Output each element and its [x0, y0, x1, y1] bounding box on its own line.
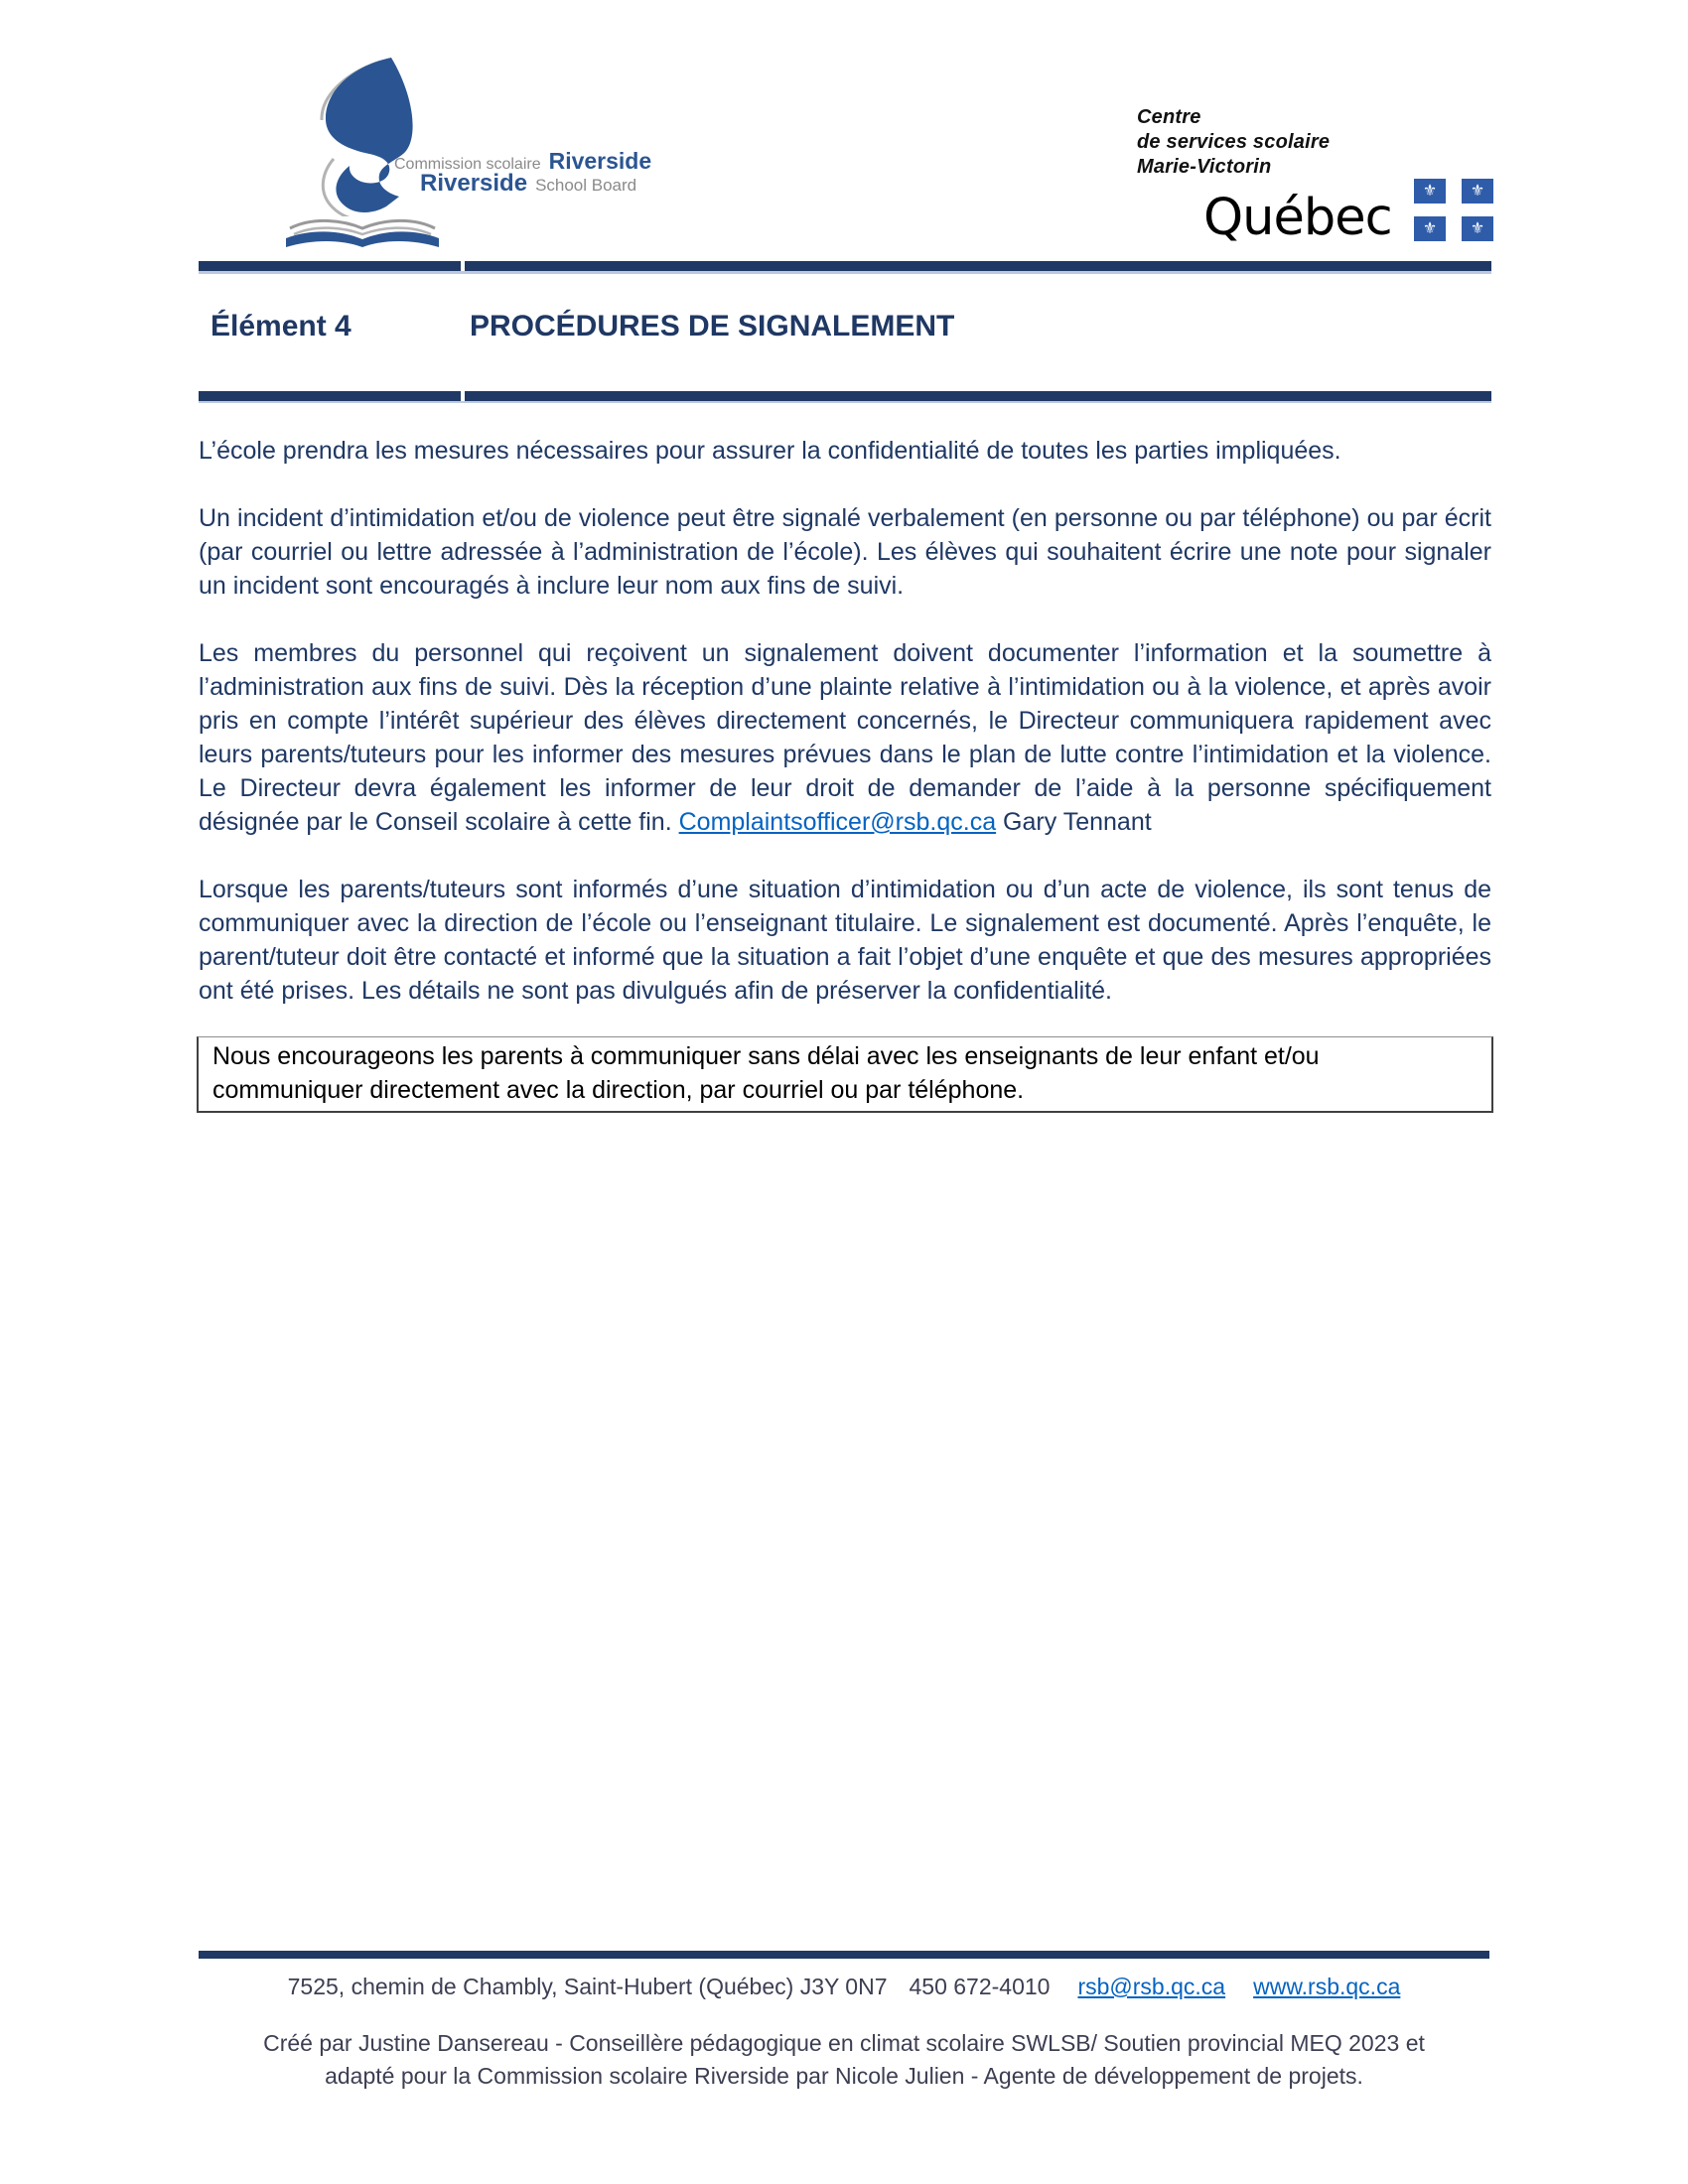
quebec-wordmark: Québec [1203, 189, 1392, 247]
fleur-de-lis-flag-icon: ⚜ [1414, 179, 1446, 204]
open-book-icon [284, 212, 441, 250]
footer-website-link[interactable]: www.rsb.qc.ca [1253, 1974, 1401, 1999]
paragraph-confidentiality: L’école prendra les mesures nécessaires pour assurer la confidentialité de toutes les parties impliquées. [199, 437, 1341, 465]
body-text-block [199, 434, 1491, 1041]
fleur-de-lis-flag-icon: ⚜ [1462, 179, 1493, 204]
css-line-3: Marie-Victorin [1137, 156, 1272, 178]
paragraph-parents-procedure: Lorsque les parents/tuteurs sont informés d’une situation d’intimidation ou d’un acte de violence, ils sont tenus de communiquer avec la direction de l’école ou l’enseignant titulaire. Le signalement est documenté. Après l’enquête, le parent/tuteur doit être contacté et informé que la situation a fait l’objet d’une enquête et que des mesures appropriées ont été prises. Les détails ne sont pas divulgués afin de préserver la confidentialité. [199, 876, 1491, 1005]
paragraph-staff-procedure-text: Les membres du personnel qui reçoivent un signalement doivent documenter l’information et la soumettre à l’administration aux fins de suivi. Dès la réception d’une plainte relative à l’intimidation ou à la violence, et après avoir pris en compte l’intérêt supérieur des élèves directement concernés, le Directeur communiquera rapidement avec leurs parents/tuteurs pour les informer des mesures prévues dans le plan de lutte contre l’intimidation et la violence. Le Directeur devra également les informer de leur droit de demander de l’aide à la personne spécifiquement désignée par le Conseil scolaire à cette fin. [199, 639, 1491, 836]
boxed-note-line-1: Nous encourageons les parents à communiquer sans délai avec les enseignants de leur enfant et/ou [212, 1042, 1320, 1070]
complaints-officer-email-link[interactable]: Complaintsofficer@rsb.qc.ca [678, 808, 997, 836]
footer-credits-line-2: adapté pour la Commission scolaire Riverside par Nicole Julien - Agente de développement de projets. [325, 2063, 1363, 2089]
title-rule-bottom-left [199, 391, 461, 401]
footer-phone: 450 672-4010 [909, 1974, 1051, 1999]
css-line-2: de services scolaire [1137, 131, 1331, 153]
footer-credits-line-1: Créé par Justine Dansereau - Conseillère pédagogique en climat scolaire SWLSB/ Soutien provincial MEQ 2023 et [263, 2030, 1425, 2056]
riverside-logo-line-en [420, 170, 636, 198]
footer-address: 7525, chemin de Chambly, Saint-Hubert (Québec) J3Y 0N7 [287, 1974, 888, 1999]
paragraph-reporting-methods: Un incident d’intimidation et/ou de violence peut être signalé verbalement (en personne ou par téléphone) ou par écrit (par courriel ou lettre adressée à l’administration de l’école). Les élèves qui souhaitent écrire une note pour signaler un incident sont encouragés à inclure leur nom aux fins de suivi. [199, 504, 1491, 600]
title-rule-bottom-right [465, 391, 1491, 401]
footer-email-link[interactable]: rsb@rsb.qc.ca [1077, 1974, 1226, 1999]
footer-rule [199, 1951, 1489, 1959]
parents-encouragement-box [197, 1036, 1493, 1113]
footer-credits [0, 2027, 1688, 2093]
paragraph-staff-procedure [199, 636, 1491, 839]
quebec-flags-grid [1414, 179, 1493, 241]
logo-text-riverside-fr: Riverside [548, 148, 652, 174]
fleur-de-lis-flag-icon: ⚜ [1414, 216, 1446, 241]
fleur-de-lis-flag-icon: ⚜ [1462, 216, 1493, 241]
title-rule-top-shadow [199, 271, 1491, 274]
logo-text-commission-scolaire: Commission scolaire [394, 156, 541, 173]
css-line-1: Centre [1137, 106, 1201, 128]
page-title: PROCÉDURES DE SIGNALEMENT [470, 310, 955, 342]
complaints-officer-name: Gary Tennant [996, 808, 1152, 836]
boxed-note-line-2: communiquer directement avec la direction, par courriel ou par téléphone. [212, 1076, 1025, 1104]
footer-contact-line [0, 1974, 1688, 2000]
logo-text-riverside-en: Riverside [420, 170, 528, 197]
title-rule-top-left [199, 261, 461, 271]
element-number-label: Élément 4 [211, 310, 352, 342]
title-rule-top-right [465, 261, 1491, 271]
title-rule-bottom-shadow [199, 401, 1491, 403]
logo-text-school-board: School Board [535, 176, 637, 195]
css-marie-victorin-logo [1137, 105, 1330, 180]
